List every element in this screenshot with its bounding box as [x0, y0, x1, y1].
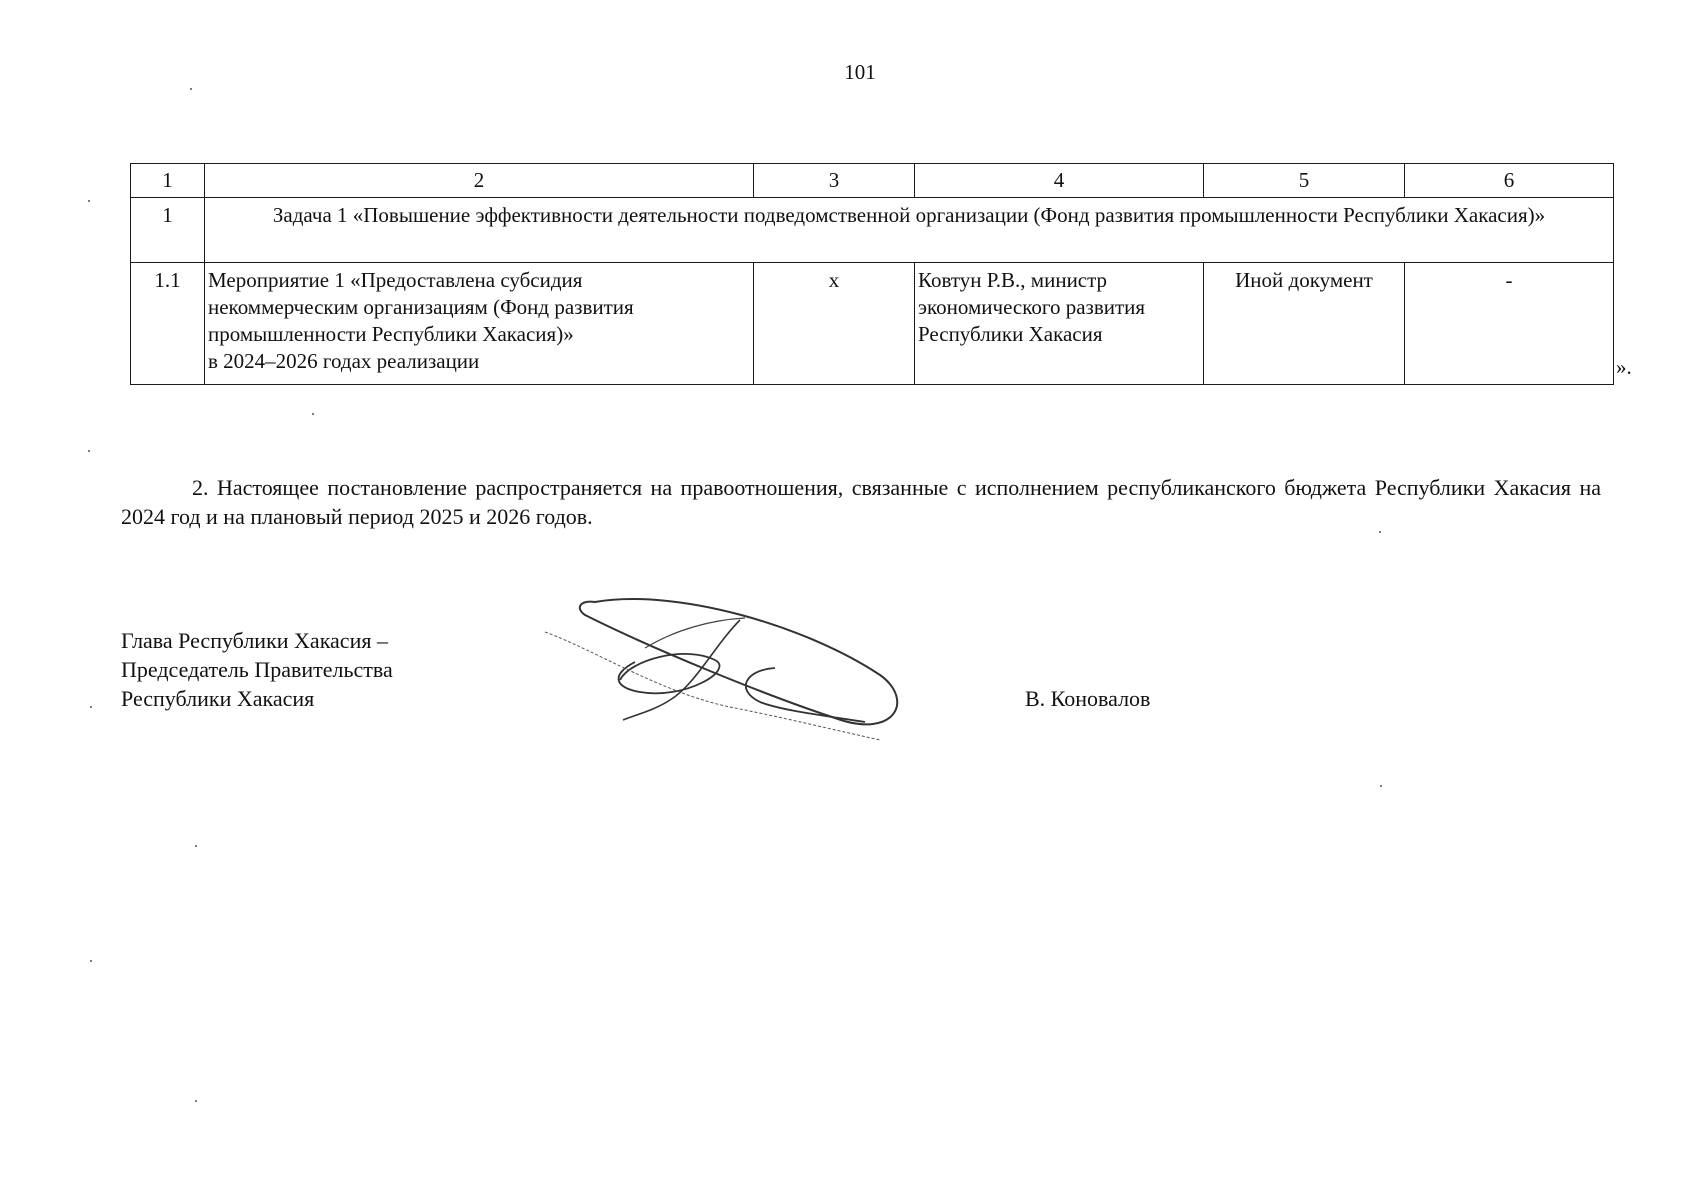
measure-title-line: Мероприятие 1 «Предоставлена субсидия	[208, 268, 583, 292]
table-row-task	[131, 198, 1614, 263]
signer-name: В. Коновалов	[1025, 686, 1151, 711]
closing-quote: ».	[1616, 355, 1632, 379]
scan-speck	[90, 706, 92, 708]
table-row-measure	[131, 263, 1614, 385]
responsible-line: Республики Хакасия	[918, 322, 1103, 346]
paragraph-2: 2. Настоящее постановление распространяется на правоотношения, связанные с исполнением республиканского бюджета Республики Хакасия на 2024 год и на плановый период 2025 и 2026 годов.	[121, 475, 1601, 529]
column-number: 5	[1204, 164, 1405, 198]
handwritten-signature	[535, 590, 910, 760]
measure-document-type: Иной документ	[1204, 263, 1405, 385]
scan-speck	[190, 88, 192, 90]
plan-table	[130, 163, 1614, 385]
signer-title-line: Республики Хакасия	[121, 686, 315, 711]
responsible-line: Ковтун Р.В., министр	[918, 268, 1108, 292]
scan-speck	[88, 450, 90, 452]
responsible-line: экономического развития	[918, 295, 1146, 319]
scan-speck	[195, 1100, 197, 1102]
measure-title-line: некоммерческим организациям (Фонд развития	[208, 295, 634, 319]
measure-number: 1.1	[131, 263, 205, 385]
measure-title-line: в 2024–2026 годах реализации	[208, 349, 480, 373]
scan-speck	[195, 845, 197, 847]
measure-responsible	[915, 263, 1204, 385]
measure-title-line: промышленности Республики Хакасия)»	[208, 322, 574, 346]
column-number: 1	[131, 164, 205, 198]
scan-speck	[312, 413, 314, 415]
signer-title-line: Глава Республики Хакасия –	[121, 628, 388, 653]
column-number: 3	[754, 164, 915, 198]
signer-title-line: Председатель Правительства	[121, 657, 393, 682]
table-header-row	[131, 164, 1614, 198]
column-number: 6	[1405, 164, 1614, 198]
scan-speck	[90, 960, 92, 962]
measure-col6-value: -	[1405, 263, 1614, 385]
scan-speck	[1380, 785, 1382, 787]
task-title: Задача 1 «Повышение эффективности деятельности подведомственной организации (Фонд развития промышленности Республики Хакасия)»	[205, 198, 1614, 263]
signer-title	[121, 626, 393, 713]
scan-speck	[88, 200, 90, 202]
column-number: 4	[915, 164, 1204, 198]
page-number: 101	[844, 60, 876, 84]
column-number: 2	[205, 164, 754, 198]
measure-col3-value: x	[754, 263, 915, 385]
measure-title	[205, 263, 754, 385]
scan-speck	[1379, 531, 1381, 533]
task-number: 1	[131, 198, 205, 263]
